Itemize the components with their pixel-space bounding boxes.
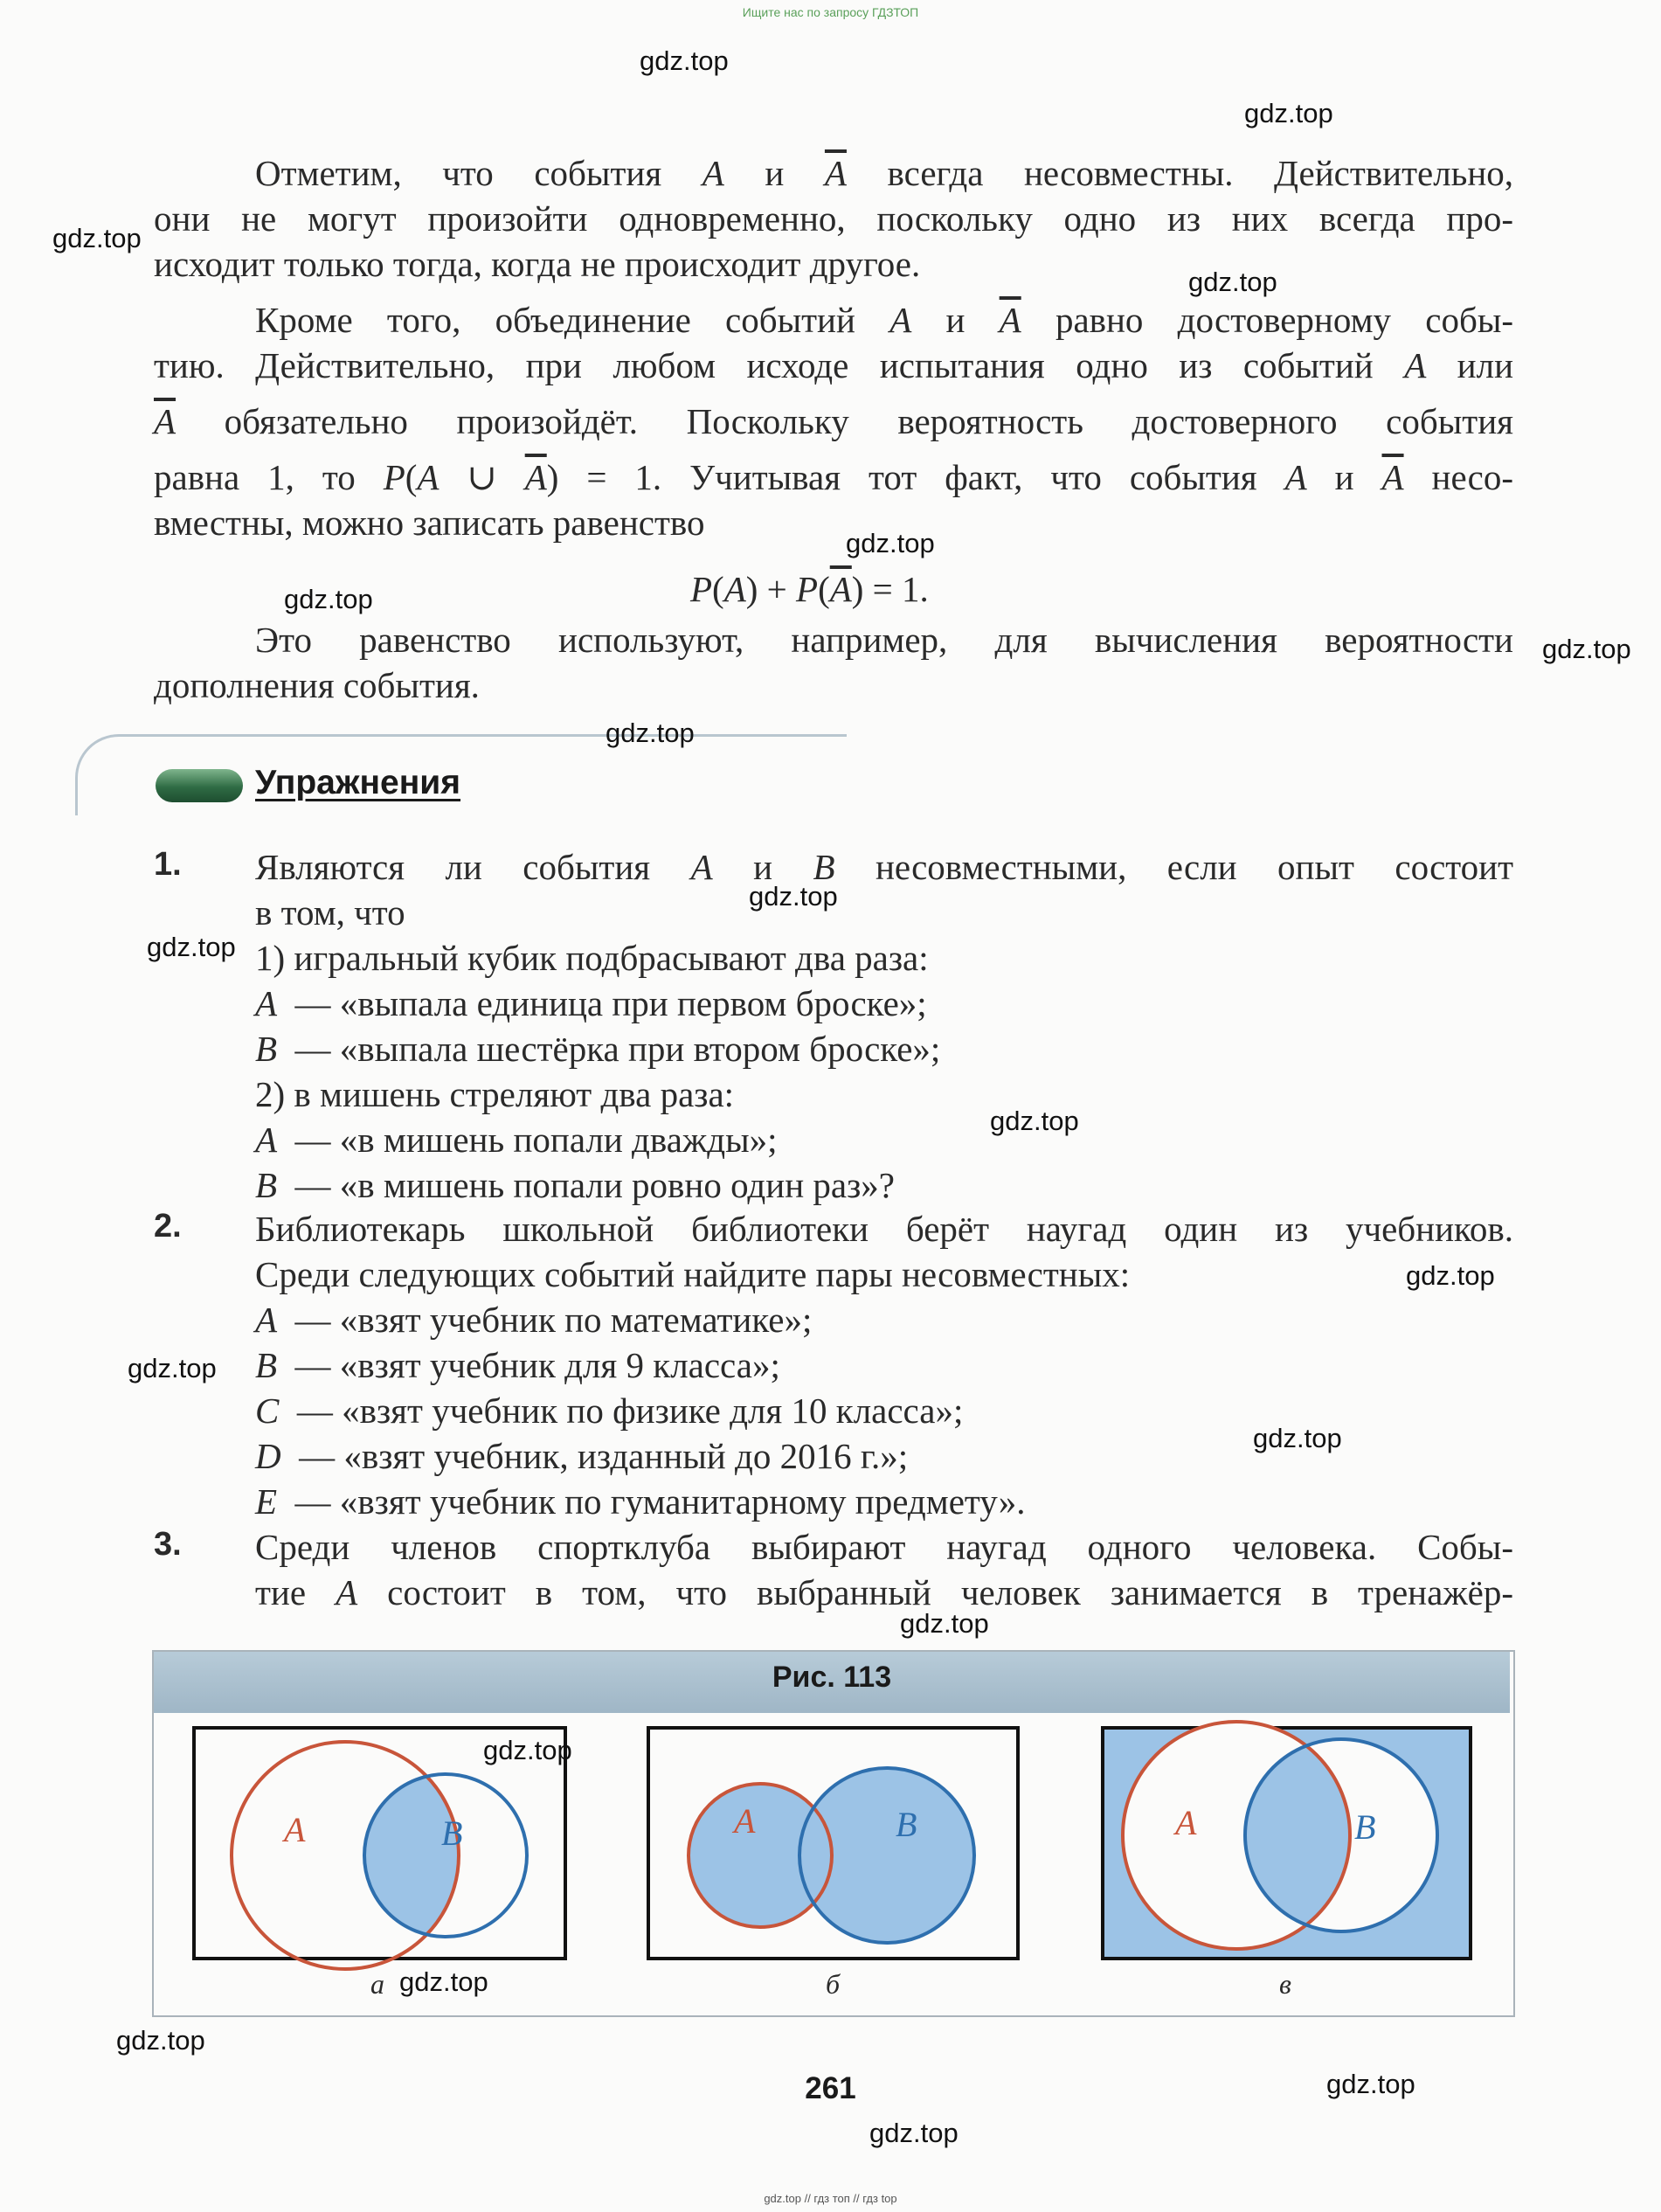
- watermark: gdz.top: [606, 718, 695, 748]
- venn-a-label-a: A: [284, 1810, 306, 1849]
- exercise-3-number: 3.: [154, 1526, 182, 1563]
- watermark: gdz.top: [1326, 2069, 1415, 2099]
- watermark: gdz.top: [869, 2118, 959, 2148]
- page-number: 261: [805, 2071, 856, 2105]
- watermark: gdz.top: [399, 1966, 488, 1997]
- exercise-1-item2: 2) в мишень стреляют два раза:: [255, 1074, 735, 1114]
- exercise-2-item-a: A — «взят учебник по математике»;: [255, 1300, 813, 1340]
- watermark: gdz.top: [116, 2025, 205, 2056]
- para2-line5: вместны, можно записать равенство: [154, 503, 705, 543]
- exercise-1-item1: 1) игральный кубик подбрасывают два раза:: [255, 938, 929, 978]
- top-banner: Ищите нас по запросу ГДЗТОП: [742, 5, 919, 19]
- watermark: gdz.top: [1244, 98, 1333, 128]
- formula: $P(A) + P(\overline{A}) = 1$.: [690, 569, 929, 609]
- exercise-3-line1: Среди членов спортклуба выбирают наугад одного человека. Собы-: [255, 1527, 1513, 1567]
- exercise-1-line1: Являются ли события A и B несовместными, если опыт состоит: [255, 847, 1514, 887]
- exercise-2-line1: Библиотекарь школьной библиотеки берёт наугад один из учебников.: [255, 1209, 1513, 1249]
- watermark: gdz.top: [640, 45, 729, 76]
- exercise-2-item-c: C — «взят учебник по физике для 10 класса»;: [255, 1390, 964, 1431]
- para2-line4: равна 1, то P(A ∪ $\overline{A}) = 1$. Учитывая тот факт, что события A и $\overline{A}$ несо-: [154, 457, 1514, 497]
- exercise-2-number: 2.: [154, 1208, 182, 1245]
- figure-title: Рис. 113: [772, 1661, 892, 1694]
- venn-b-label-a: A: [734, 1801, 756, 1841]
- bottom-banner: gdz.top // гдз топ // гдз top: [764, 2192, 897, 2205]
- exercise-2-item-b: B — «взят учебник для 9 класса»;: [255, 1345, 780, 1385]
- exercise-2-line2: Среди следующих событий найдите пары несовместных:: [255, 1254, 1131, 1294]
- para2-line3: $\overline{A}$ обязательно произойдёт. Поскольку вероятность достоверного события: [154, 401, 1513, 441]
- watermark: gdz.top: [483, 1735, 572, 1765]
- watermark: gdz.top: [128, 1353, 217, 1383]
- watermark: gdz.top: [846, 528, 935, 558]
- section-title: Упражнения: [255, 764, 461, 801]
- exercise-1-item2-a: A — «в мишень попали дважды»;: [255, 1120, 778, 1160]
- watermark: gdz.top: [1406, 1260, 1495, 1291]
- exercise-1-number: 1.: [154, 846, 182, 883]
- para2-line2: тию. Действительно, при любом исходе испытания одно из событий A или: [154, 345, 1514, 385]
- exercise-1-item1-b: B — «выпала шестёрка при втором броске»;: [255, 1029, 941, 1069]
- watermark: gdz.top: [52, 223, 142, 253]
- para1-line3: исходит только тогда, когда не происходит другое.: [154, 244, 921, 284]
- para3-line2: дополнения события.: [154, 665, 480, 705]
- watermark: gdz.top: [990, 1106, 1079, 1136]
- para1-line1: Отметим, что события A и $\overline{A}$ всегда несовместны. Действительно,: [255, 153, 1514, 193]
- para1-line2: они не могут произойти одновременно, поскольку одно из них всегда про-: [154, 198, 1513, 239]
- watermark: gdz.top: [900, 1608, 989, 1639]
- venn-b-label-b: B: [896, 1805, 917, 1844]
- venn-a-label-b: B: [441, 1813, 463, 1853]
- venn-c-label-b: B: [1354, 1807, 1376, 1847]
- watermark: gdz.top: [1542, 634, 1631, 664]
- watermark: gdz.top: [147, 932, 236, 962]
- para3-line1: Это равенство используют, например, для вычисления вероятности: [255, 620, 1513, 660]
- exercise-2-item-d: D — «взят учебник, изданный до 2016 г.»;: [255, 1436, 909, 1476]
- watermark: gdz.top: [749, 881, 838, 912]
- exercise-1-item2-b: B — «в мишень попали ровно один раз»?: [255, 1165, 895, 1205]
- exercise-2-item-e: E — «взят учебник по гуманитарному предмету».: [255, 1481, 1026, 1522]
- exercise-3-line2: тие A состоит в том, что выбранный человек занимается в тренажёр-: [255, 1572, 1513, 1612]
- exercise-1-line2: в том, что: [255, 892, 405, 933]
- para2-line1: Кроме того, объединение событий A и $\overline{A}$ равно достоверному собы-: [255, 300, 1514, 340]
- figure-caption-c: в: [1279, 1968, 1291, 2000]
- venn-c-label-a: A: [1175, 1803, 1197, 1842]
- figure-caption-a: а: [370, 1968, 384, 2000]
- watermark: gdz.top: [284, 584, 373, 614]
- watermark: gdz.top: [1253, 1423, 1342, 1453]
- figure-caption-b: б: [826, 1968, 841, 2000]
- watermark: gdz.top: [1188, 267, 1277, 297]
- exercise-1-item1-a: A — «выпала единица при первом броске»;: [255, 983, 927, 1023]
